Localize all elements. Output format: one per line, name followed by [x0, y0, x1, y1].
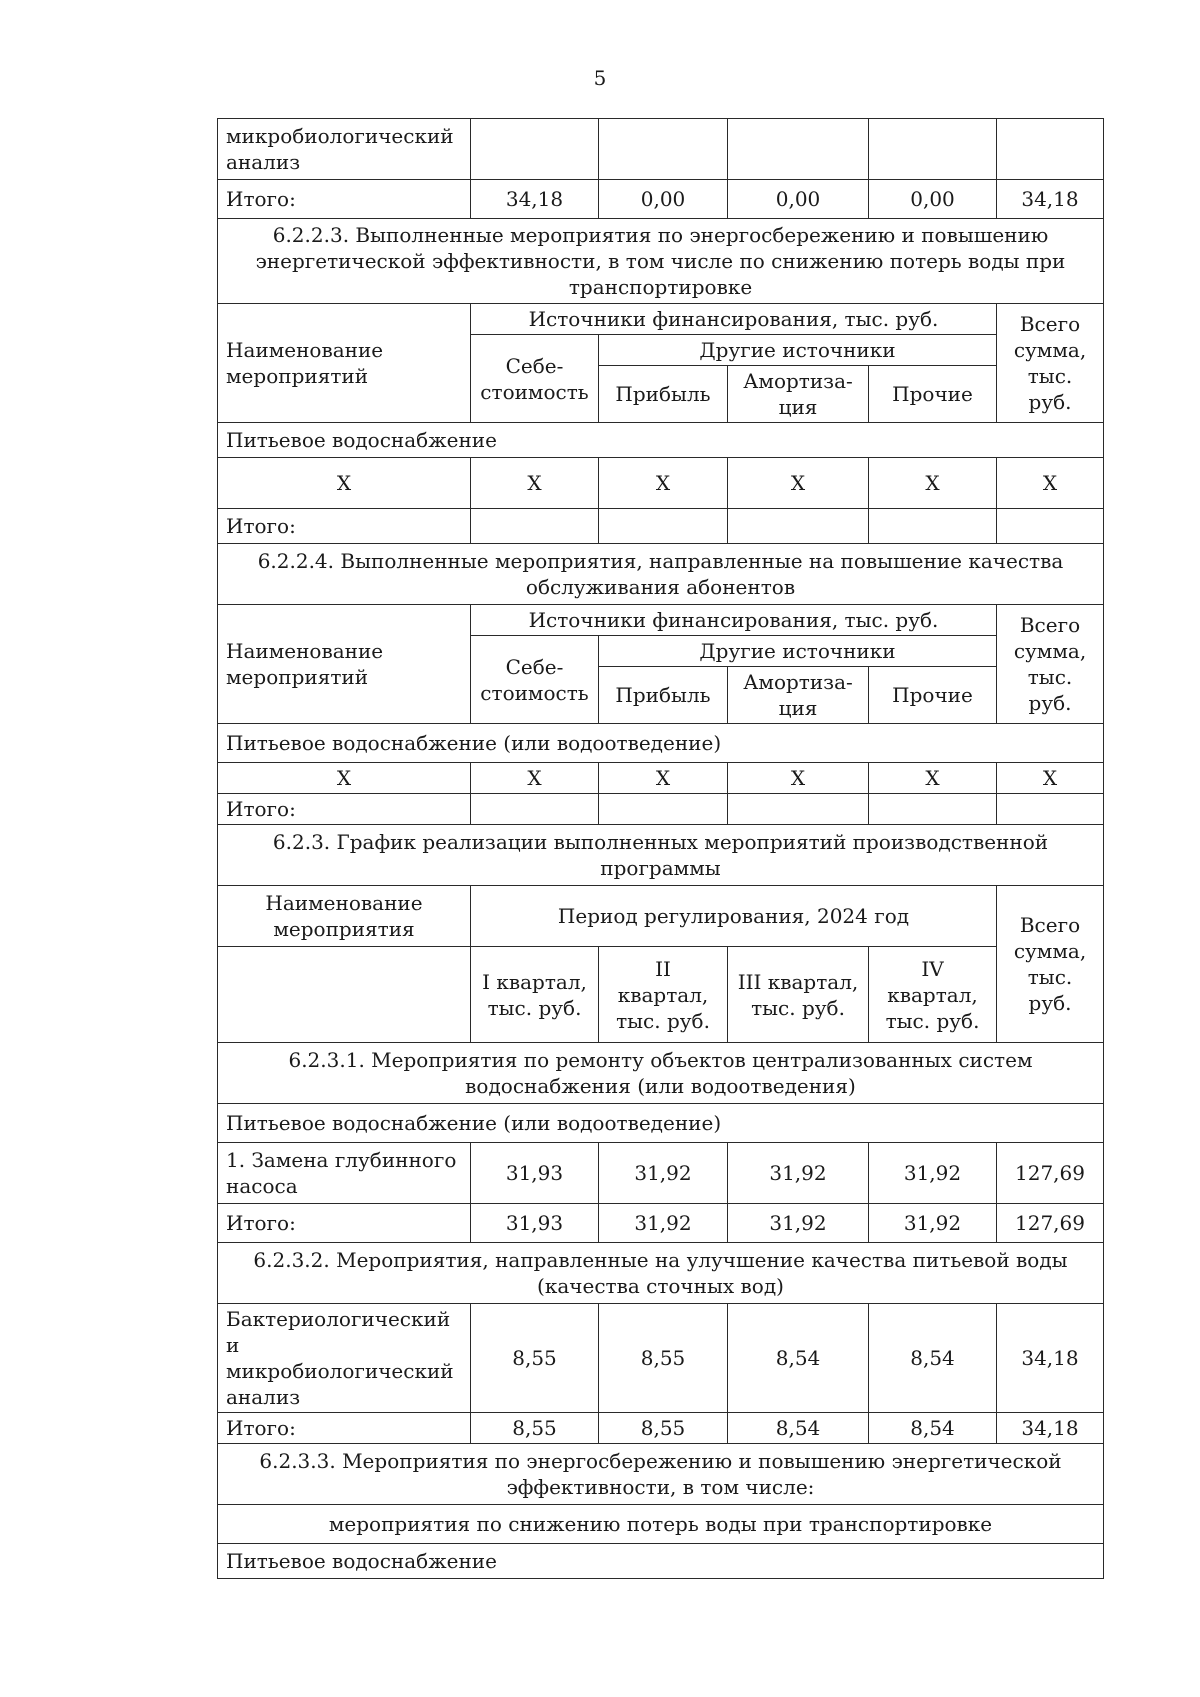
- header-other-sources: Другие источники: [599, 335, 997, 366]
- x-cell: Х: [599, 763, 728, 794]
- header-financing: Источники финансирования, тыс. руб.: [471, 605, 997, 636]
- header-financing: Источники финансирования, тыс. руб.: [471, 304, 997, 335]
- x-cell: Х: [869, 763, 997, 794]
- value-cell: 8,55: [471, 1413, 599, 1444]
- total-label: Итого:: [218, 1204, 471, 1243]
- production-program-table: [217, 118, 1104, 1579]
- header-q4: IV квартал, тыс. руб.: [869, 947, 997, 1043]
- group-label: Питьевое водоснабжение: [218, 1544, 1104, 1579]
- header-amortization: Амортиза-ция: [728, 366, 869, 423]
- value-cell: 0,00: [869, 180, 997, 219]
- total-label: Итого:: [218, 1413, 471, 1444]
- x-cell: Х: [218, 458, 471, 509]
- subsection-row: [218, 1505, 1104, 1544]
- item-label: микробиологический анализ: [218, 119, 471, 180]
- value-cell: 34,18: [997, 1304, 1104, 1413]
- header-profit: Прибыль: [599, 366, 728, 423]
- value-cell: 8,54: [728, 1304, 869, 1413]
- subsection-title: мероприятия по снижению потерь воды при транспортировке: [218, 1505, 1104, 1544]
- total-label: Итого:: [218, 794, 471, 825]
- x-cell: Х: [218, 763, 471, 794]
- group-label: Питьевое водоснабжение (или водоотведение): [218, 724, 1104, 763]
- value-cell: 31,93: [471, 1204, 599, 1243]
- section-title-6-2-2-4: 6.2.2.4. Выполненные мероприятия, направленные на повышение качества обслуживания абонентов: [218, 544, 1104, 605]
- header-cost: Себе-стоимость: [471, 636, 599, 724]
- value-cell: 31,92: [599, 1143, 728, 1204]
- section-title-6-2-3: 6.2.3. График реализации выполненных мероприятий производственной программы: [218, 825, 1104, 886]
- header-total: Всего сумма, тыс. руб.: [997, 886, 1104, 1043]
- x-cell: Х: [728, 458, 869, 509]
- value-cell: 127,69: [997, 1143, 1104, 1204]
- header-other: Прочие: [869, 366, 997, 423]
- table-row: [218, 458, 1104, 509]
- header-other: Прочие: [869, 667, 997, 724]
- x-cell: Х: [599, 458, 728, 509]
- section-title-6-2-3-3: 6.2.3.3. Мероприятия по энергосбережению и повышению энергетической эффективности, в том числе:: [218, 1444, 1104, 1505]
- header-name: Наименование мероприятий: [218, 605, 471, 724]
- value-cell: 34,18: [997, 1413, 1104, 1444]
- total-row: [218, 509, 1104, 544]
- x-cell: Х: [471, 458, 599, 509]
- table-row: [218, 119, 1104, 180]
- value-cell: 31,93: [471, 1143, 599, 1204]
- value-cell: 31,92: [728, 1143, 869, 1204]
- section-title-6-2-3-1: 6.2.3.1. Мероприятия по ремонту объектов централизованных систем водоснабжения (или водоотведения): [218, 1043, 1104, 1104]
- header-row: [218, 304, 1104, 335]
- group-row: [218, 423, 1104, 458]
- value-cell: 8,55: [471, 1304, 599, 1413]
- header-period: Период регулирования, 2024 год: [471, 886, 997, 947]
- group-label: Питьевое водоснабжение (или водоотведение): [218, 1104, 1104, 1143]
- header-row: [218, 605, 1104, 636]
- header-amortization: Амортиза-ция: [728, 667, 869, 724]
- total-row: [218, 794, 1104, 825]
- group-row: [218, 724, 1104, 763]
- section-title-6-2-3-2: 6.2.3.2. Мероприятия, направленные на улучшение качества питьевой воды (качества сточных вод): [218, 1243, 1104, 1304]
- header-row: [218, 947, 1104, 1043]
- section-heading-row: [218, 544, 1104, 605]
- total-label: Итого:: [218, 180, 471, 219]
- value-cell: 31,92: [869, 1143, 997, 1204]
- value-cell: 8,54: [869, 1304, 997, 1413]
- item-label: 1. Замена глубинного насоса: [218, 1143, 471, 1204]
- header-name: Наименование мероприятий: [218, 304, 471, 423]
- header-q2: II квартал, тыс. руб.: [599, 947, 728, 1043]
- value-cell: 8,54: [869, 1413, 997, 1444]
- page-number: 5: [593, 66, 607, 90]
- total-row: [218, 1204, 1104, 1243]
- value-cell: 127,69: [997, 1204, 1104, 1243]
- value-cell: 31,92: [599, 1204, 728, 1243]
- header-profit: Прибыль: [599, 667, 728, 724]
- x-cell: Х: [869, 458, 997, 509]
- value-cell: 34,18: [997, 180, 1104, 219]
- value-cell: 8,55: [599, 1304, 728, 1413]
- section-title-6-2-2-3: 6.2.2.3. Выполненные мероприятия по энергосбережению и повышению энергетической эффективности, в том числе по снижению потерь воды при транспортировке: [218, 219, 1104, 304]
- value-cell: 0,00: [599, 180, 728, 219]
- header-q3: III квартал, тыс. руб.: [728, 947, 869, 1043]
- section-heading-row: [218, 1043, 1104, 1104]
- header-row: [218, 886, 1104, 947]
- x-cell: Х: [997, 458, 1104, 509]
- total-row: [218, 1413, 1104, 1444]
- header-total: Всего сумма, тыс. руб.: [997, 304, 1104, 423]
- x-cell: Х: [997, 763, 1104, 794]
- total-row: [218, 180, 1104, 219]
- value-cell: 31,92: [869, 1204, 997, 1243]
- header-other-sources: Другие источники: [599, 636, 997, 667]
- group-row: [218, 1104, 1104, 1143]
- group-row: [218, 1544, 1104, 1579]
- x-cell: Х: [728, 763, 869, 794]
- header-cost: Себе-стоимость: [471, 335, 599, 423]
- table-row: [218, 1304, 1104, 1413]
- header-total: Всего сумма, тыс. руб.: [997, 605, 1104, 724]
- section-heading-row: [218, 1243, 1104, 1304]
- header-name: Наименование мероприятия: [218, 886, 471, 947]
- x-cell: Х: [471, 763, 599, 794]
- section-heading-row: [218, 219, 1104, 304]
- value-cell: 8,54: [728, 1413, 869, 1444]
- section-heading-row: [218, 825, 1104, 886]
- header-q1: I квартал, тыс. руб.: [471, 947, 599, 1043]
- value-cell: 31,92: [728, 1204, 869, 1243]
- value-cell: 34,18: [471, 180, 599, 219]
- table-row: [218, 1143, 1104, 1204]
- value-cell: 0,00: [728, 180, 869, 219]
- section-heading-row: [218, 1444, 1104, 1505]
- group-label: Питьевое водоснабжение: [218, 423, 1104, 458]
- item-label: Бактериологический и микробиологический анализ: [218, 1304, 471, 1413]
- value-cell: 8,55: [599, 1413, 728, 1444]
- table-row: [218, 763, 1104, 794]
- total-label: Итого:: [218, 509, 471, 544]
